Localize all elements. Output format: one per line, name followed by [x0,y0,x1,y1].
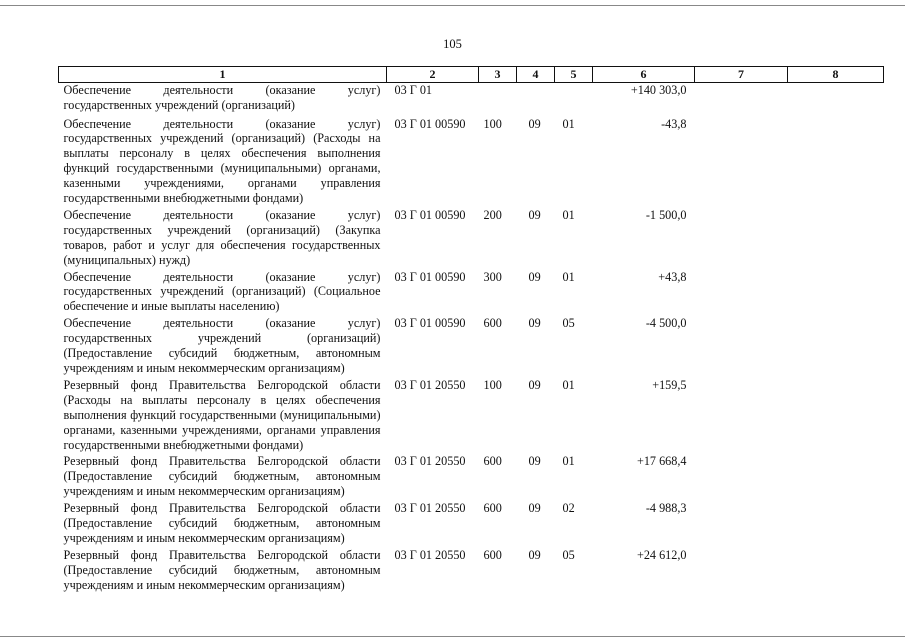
row-section: 09 [528,454,541,469]
header-col-4: 4 [517,67,555,83]
row-expense-type: 100 [483,116,502,131]
row-section: 09 [528,316,541,331]
table-row [59,548,884,595]
row-description: Резервный фонд Правительства Белгородской области (Расходы на выплаты персоналу в целях обеспечения выполнения функций государственными (муниципальными) органами, казенными учреждениями, органами управления государственными внебюджетными фондами) [63,377,381,452]
top-scan-rule [0,5,905,6]
row-amount: -1 500,0 [645,207,687,222]
header-col-2: 2 [387,67,479,83]
row-amount: -43,8 [661,116,687,131]
row-section: 09 [528,501,541,516]
row-description: Обеспечение деятельности (оказание услуг) государственных учреждений (организаций) (Социальное обеспечение и иные выплаты населению) [63,269,381,314]
row-section: 09 [528,547,541,562]
row-col-8 [788,117,884,208]
row-col-7 [695,208,788,270]
row-col-7 [695,501,788,548]
row-expense-type: 600 [483,547,502,562]
row-col-7 [695,117,788,208]
row-col-7 [695,454,788,501]
row-subsection [555,83,593,117]
row-description: Обеспечение деятельности (оказание услуг) государственных учреждений (организаций) (Закупка товаров, работ и услуг для обеспечения государственных (муниципальных) нужд) [63,207,381,267]
row-amount: +43,8 [658,269,687,284]
table-row [59,270,884,317]
table-row [59,208,884,270]
row-target-code: 03 Г 01 20550 [394,547,466,562]
row-col-8 [788,378,884,455]
row-expense-type [479,83,517,117]
row-amount: +24 612,0 [636,547,687,562]
row-subsection: 02 [562,501,575,516]
budget-table-container [58,66,883,595]
row-subsection: 01 [562,269,575,284]
row-subsection: 05 [562,547,575,562]
row-target-code: 03 Г 01 20550 [394,454,466,469]
header-row [59,67,884,83]
row-col-8 [788,454,884,501]
row-section: 09 [528,377,541,392]
row-target-code: 03 Г 01 00590 [394,207,466,222]
row-description: Обеспечение деятельности (оказание услуг) государственных учреждений (организаций) [63,83,381,112]
header-col-8: 8 [788,67,884,83]
row-expense-type: 600 [483,501,502,516]
row-amount: +140 303,0 [630,83,687,97]
row-amount: +159,5 [652,377,687,392]
table-row [59,378,884,455]
row-target-code: 03 Г 01 00590 [394,269,466,284]
header-col-5: 5 [555,67,593,83]
row-col-8 [788,548,884,595]
row-expense-type: 200 [483,207,502,222]
row-target-code: 03 Г 01 20550 [394,377,466,392]
row-amount: -4 500,0 [645,316,687,331]
row-target-code: 03 Г 01 20550 [394,501,466,516]
row-target-code: 03 Г 01 00590 [394,316,466,331]
row-expense-type: 600 [483,454,502,469]
row-col-8 [788,501,884,548]
row-description: Резервный фонд Правительства Белгородской области (Предоставление субсидий бюджетным, автономным учреждениям и иным некоммерческим организациям) [63,547,381,592]
row-col-7 [695,83,788,117]
bottom-scan-rule [0,636,905,637]
row-amount: -4 988,3 [645,501,687,516]
row-expense-type: 600 [483,316,502,331]
row-col-7 [695,270,788,317]
row-subsection: 05 [562,316,575,331]
row-description: Резервный фонд Правительства Белгородской области (Предоставление субсидий бюджетным, автономным учреждениям и иным некоммерческим организациям) [63,454,381,499]
header-col-1: 1 [59,67,387,83]
row-col-7 [695,548,788,595]
header-col-7: 7 [695,67,788,83]
budget-table [58,66,884,595]
row-target-code: 03 Г 01 00590 [394,116,466,131]
page-number: 105 [443,37,462,51]
row-col-7 [695,378,788,455]
header-col-6: 6 [593,67,695,83]
row-section [517,83,555,117]
row-col-8 [788,83,884,117]
row-expense-type: 100 [483,377,502,392]
row-section: 09 [528,116,541,131]
row-subsection: 01 [562,116,575,131]
row-subsection: 01 [562,377,575,392]
row-col-8 [788,270,884,317]
row-description: Обеспечение деятельности (оказание услуг) государственных учреждений (организаций) (Предоставление субсидий бюджетным, автономным учреждениям и иным некоммерческим организациям) [63,316,381,375]
row-section: 09 [528,269,541,284]
row-expense-type: 300 [483,269,502,284]
row-description: Обеспечение деятельности (оказание услуг) государственных учреждений (организаций) (Расходы на выплаты персоналу в целях обеспечения выполнения функций государственными (муниципальными) органами, казенными учреждениями, органами управления государственными внебюджетными фондами) [63,116,381,206]
row-subsection: 01 [562,207,575,222]
table-row [59,501,884,548]
row-description: Резервный фонд Правительства Белгородской области (Предоставление субсидий бюджетным, автономным учреждениям и иным некоммерческим организациям) [63,501,381,545]
row-col-7 [695,316,788,378]
table-row [59,316,884,378]
table-row [59,117,884,208]
row-col-8 [788,208,884,270]
table-row [59,454,884,501]
row-subsection: 01 [562,454,575,469]
row-col-8 [788,316,884,378]
row-section: 09 [528,207,541,222]
table-row [59,83,884,117]
row-target-code: 03 Г 01 [394,83,433,97]
row-amount: +17 668,4 [636,454,687,469]
header-col-3: 3 [479,67,517,83]
